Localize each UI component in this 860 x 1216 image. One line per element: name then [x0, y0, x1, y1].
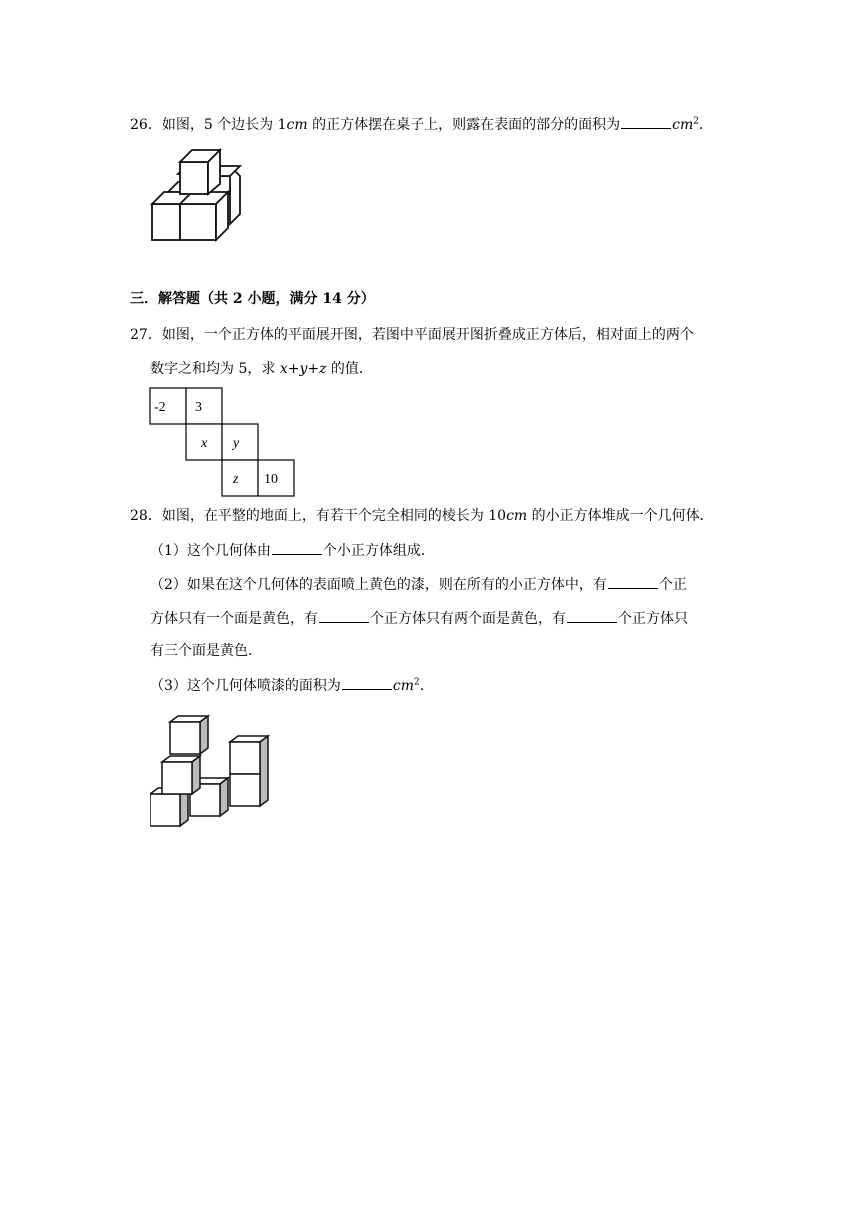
question-text: 的正方体摆在桌子上，则露在表面的部分的面积为 — [307, 117, 621, 133]
cube-structure-figure — [150, 712, 274, 830]
section-title: 小题，满分 — [242, 291, 323, 307]
question-text: 数字之和均为 5，求 — [150, 361, 280, 377]
net-value: 3 — [195, 400, 202, 415]
question-text: 如图，5 个边长为 1 — [161, 117, 287, 133]
question-text: 如图，一个正方体的平面展开图，若图中平面展开图折叠成正方体后，相对面上的两个 — [161, 327, 694, 343]
net-value: z — [233, 472, 239, 487]
question-number: 26． — [130, 117, 162, 133]
question-count: 2 — [232, 291, 243, 307]
cube-stack-figure — [150, 146, 250, 246]
subquestion-2-line3 — [150, 641, 262, 661]
answer-blank[interactable] — [608, 574, 658, 589]
answer-blank[interactable] — [567, 608, 617, 623]
question-text: 个正方体只有两个面是黄色，有 — [370, 611, 566, 627]
score: 14 — [322, 291, 342, 307]
question-number: 27． — [130, 327, 162, 343]
unit-text: cm — [286, 117, 308, 133]
unit-text: cm — [506, 508, 528, 524]
question-28-line1 — [130, 506, 714, 526]
net-value: -2 — [154, 400, 166, 415]
question-text: （2）如果在这个几何体的表面喷上黄色的漆，则在所有的小正方体中，有 — [150, 577, 607, 593]
question-text: 有三个面是黄色． — [150, 643, 262, 659]
net-cell — [222, 460, 258, 496]
cube-net-figure — [149, 387, 299, 499]
question-27-line1 — [130, 325, 694, 345]
question-text: 个正 — [658, 577, 687, 593]
math-expression: x+y+z — [279, 361, 327, 377]
answer-blank[interactable] — [272, 540, 322, 555]
question-text: 方体只有一个面是黄色，有 — [150, 611, 318, 627]
period: ． — [698, 117, 713, 133]
net-value: 10 — [264, 472, 278, 487]
subquestion-1 — [150, 540, 435, 561]
net-cell — [150, 388, 186, 424]
question-27-line2 — [150, 359, 373, 379]
net-cell — [186, 424, 222, 460]
answer-blank[interactable] — [621, 114, 671, 129]
period: ． — [419, 678, 434, 694]
unit-text: cm — [392, 678, 415, 694]
superscript: 2 — [414, 677, 420, 688]
net-cell — [186, 388, 222, 424]
question-text: 的值． — [326, 361, 373, 377]
question-text: （1）这个几何体由 — [150, 543, 271, 559]
section-heading — [130, 289, 375, 309]
question-text: （3）这个几何体喷漆的面积为 — [150, 678, 341, 694]
subquestion-2-line2 — [150, 608, 688, 629]
question-text: 个正方体只 — [618, 611, 688, 627]
superscript: 2 — [693, 116, 699, 127]
net-cell — [258, 460, 294, 496]
subquestion-2-line1 — [150, 574, 687, 595]
net-value: x — [201, 436, 208, 451]
question-text: 个小正方体组成． — [322, 543, 435, 559]
section-title: 分） — [341, 291, 375, 307]
question-text: 如图，在平整的地面上，有若干个完全相同的棱长为 10 — [161, 508, 507, 524]
section-title: 三．解答题（共 — [130, 291, 233, 307]
question-number: 28． — [130, 508, 162, 524]
question-26 — [130, 114, 713, 135]
subquestion-3 — [150, 675, 434, 696]
net-value: y — [233, 436, 240, 451]
question-text: 的小正方体堆成一个几何体． — [527, 508, 714, 524]
net-cell — [222, 424, 258, 460]
answer-blank[interactable] — [319, 608, 369, 623]
answer-blank[interactable] — [342, 675, 392, 690]
unit-text: cm — [672, 117, 694, 133]
